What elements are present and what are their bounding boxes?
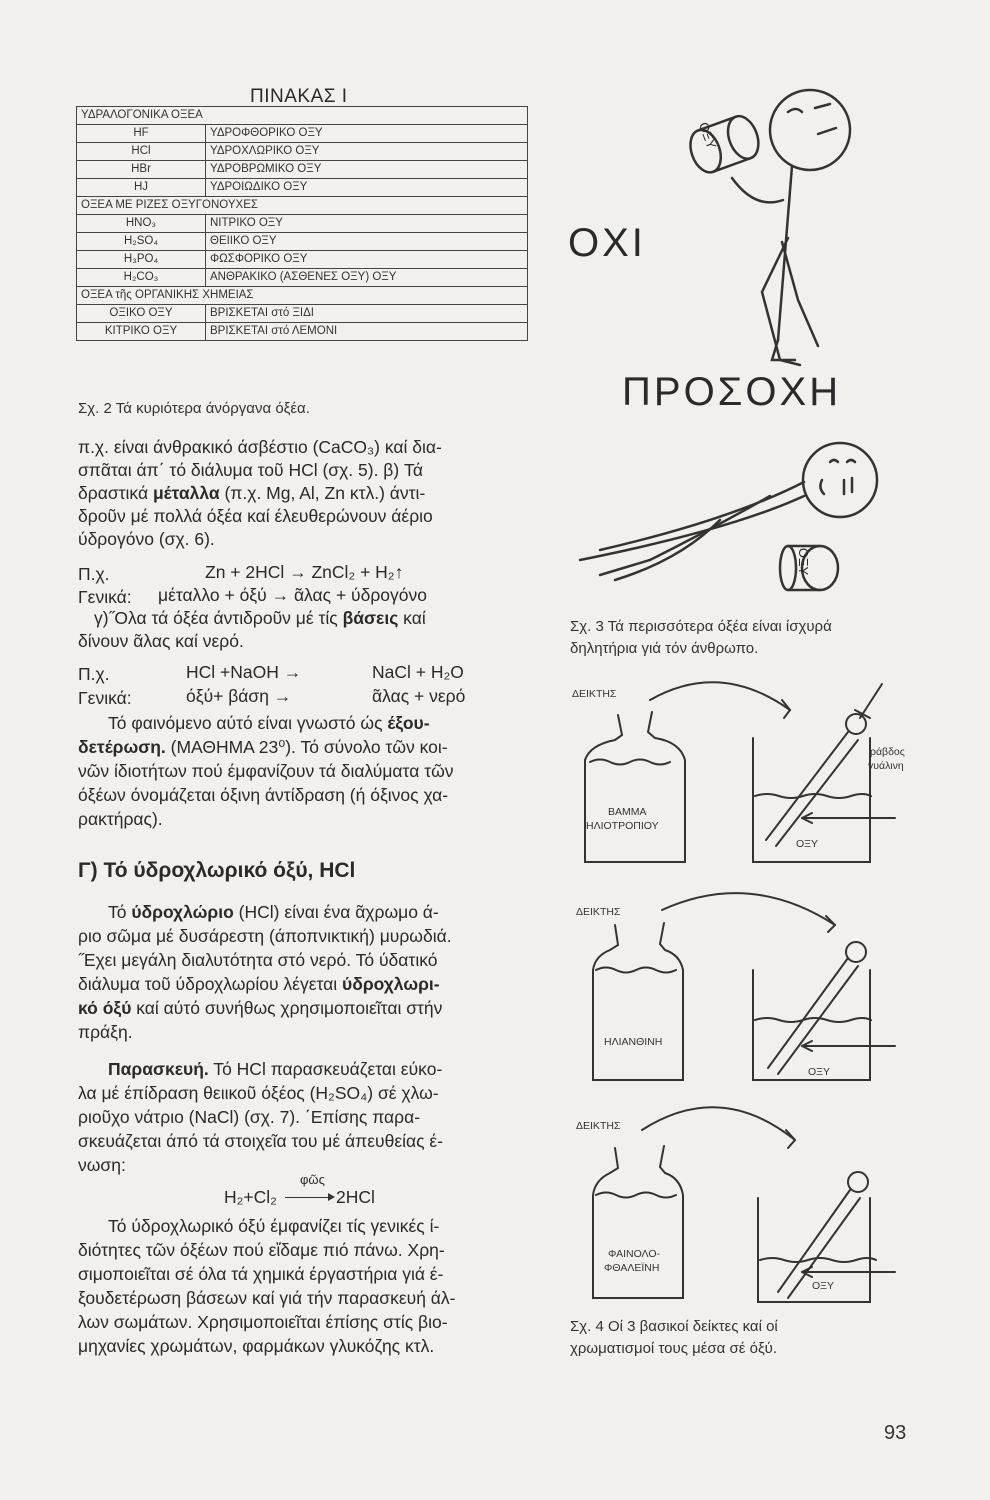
glass-rod-label-line2: γυάλινη [868,760,904,772]
table-cell: HBr [77,161,206,179]
acids-table [76,106,528,341]
text-line: όξέων όνομάζεται όξινη άντίδραση (ή όξινος χα- [78,785,449,805]
figure-4-caption-line1: Σχ. 4 Οί 3 βασικοί δείκτες καί οί [570,1318,778,1335]
table-row [77,323,528,341]
table-section-header: ΥΔΡΑΛΟΓΟΝΙΚΑ ΟΞΕΑ [77,107,528,125]
table-cell: ΦΩΣΦΟΡΙΚΟ ΟΞΥ [206,251,528,269]
table-row [77,215,528,233]
indicator-label: ΔΕΙΚΤΗΣ [572,688,617,700]
table-row [77,179,528,197]
bold-term: ύδροχλώριο [131,902,234,922]
table-cell: HNO₃ [77,215,206,233]
text-line [78,737,448,758]
text-line: πράξη. [78,1022,133,1042]
equation-words: μέταλλο + όξύ → ᾶλας + ύδρογόνο [158,585,428,605]
text-line [94,608,426,629]
table-row [77,161,528,179]
head-icon [770,90,850,170]
table-row [77,251,528,269]
bottle-1-label-line1: ΒΑΜΜΑ [608,806,647,818]
text-line: ρακτήρας). [78,809,163,829]
equation: NaCl + H₂O [372,662,464,682]
text-line: νῶν ίδιοτήτων πού έμφανίζουν τά διαλύματα τῶν [78,761,454,781]
table-cell: H₃PO₄ [77,251,206,269]
text-line: διότητες τῶν όξέων πού εἴδαμε πιό πάνω. Χρη- [78,1240,445,1260]
text-line [108,1059,442,1080]
page-number: 93 [884,1422,907,1444]
table-cell: ΥΔΡΟΙΩΔΙΚΟ ΟΞΥ [206,179,528,197]
table-cell: HF [77,125,206,143]
table-section-header: ΟΞΕΑ ΜΕ ΡΙΖΕΣ ΟΞΥΓΟΝΟΥΧΕΣ [77,197,528,215]
equation-label: Π.χ. [78,564,110,584]
acid-label: ΟΞΥ [796,838,818,850]
text-line: δίνουν ᾶλας καί νερό. [78,631,244,651]
bottle-icon [593,1146,683,1298]
word-no: ΟΧΙ [568,221,646,265]
equation-label: Γενικά: [78,587,132,607]
bold-term: βάσεις [342,608,399,628]
text-line: ριο σῶμα μέ δυσάρεστη (άποπνικτική) μυρωδιά. [78,926,452,946]
table-cell: ΥΔΡΟΦΘΟΡΙΚΟ ΟΞΥ [206,125,528,143]
bottle-2-label: ΗΛΙΑΝΘΙΝΗ [604,1036,663,1048]
glass-rod-icon [766,732,848,840]
figure-2-caption: Σχ. 2 Τά κυριότερα άνόργανα όξέα. [78,400,310,417]
equation: H₂+Cl₂ [224,1187,277,1207]
table-cell: ΝΙΤΡΙΚΟ ΟΞΥ [206,215,528,233]
text-line: σιμοποιεῖται σέ όλα τά χημικά έργαστήρια γιά έ- [78,1264,444,1284]
transfer-arrow [650,682,790,710]
table-cell: ΚΙΤΡΙΚΟ ΟΞΥ [77,323,206,341]
text-line: λων σωμάτων. Χρησιμοποιεῖται έπίσης στίς βιο- [78,1312,448,1332]
text-line [78,998,442,1019]
table-cell: ΒΡΙΣΚΕΤΑΙ στό ΛΕΜΟΝΙ [206,323,528,341]
figure-3-caption-line1: Σχ. 3 Τά περισσότερα όξέα είναι ίσχυρά [570,618,832,635]
text-span: δραστικά [78,483,153,503]
equation: HCl +NaOH → [186,662,302,682]
figure-3-illustration [560,60,890,620]
table-row [77,269,528,287]
text-line [108,713,430,734]
bottle-icon [593,923,683,1080]
table-cell: ΟΞΙΚΟ ΟΞΥ [77,305,206,323]
table-cell: ΒΡΙΣΚΕΤΑΙ στό ΞΙΔΙ [206,305,528,323]
table-cell: ΑΝΘΡΑΚΙΚΟ (ΑΣΘΕΝΕΣ ΟΞΥ) ΟΞΥ [206,269,528,287]
table-title: ΠΙΝΑΚΑΣ Ι [250,86,348,107]
bold-term: κό όξύ [78,998,132,1018]
text-line: σκευάζεται άπό τά στοιχεῖα του μέ άπευθείας έ- [78,1131,444,1151]
text-line: ριοῦχο νάτριο (NaCl) (σχ. 7). ΄Επίσης παρα- [78,1107,421,1127]
acid-label: ΟΞΥ [808,1066,830,1078]
table-row [77,125,528,143]
text-line: σπᾶται άπ΄ τό διάλυμα τοῦ HCl (σχ. 5). β) Τά [78,460,423,480]
bottle-icon [585,712,685,862]
bottle-3-label-line1: ΦΑΙΝΟΛΟ- [608,1248,661,1260]
bold-term: δετέρωση. [78,737,166,757]
arrow-head [328,1193,335,1201]
equation-label: Γενικά: [78,688,132,708]
equation: 2HCl [336,1187,375,1207]
bold-term: Παρασκευή. [108,1059,209,1079]
text-line [78,483,425,504]
bold-term: έξου- [387,713,430,733]
figure-3-caption-line2: δηλητήρια γιά τόν άνθρωπο. [570,640,759,657]
text-span: (HCl) είναι ένα ᾶχρωμο ά- [233,902,439,922]
table-cell: H₂SO₄ [77,233,206,251]
text-line: μηχανίες χρωμάτων, φαρμάκων γλυκόζης κτλ. [78,1336,435,1356]
text-line: ύδρογόνο (σχ. 6). [78,529,215,549]
table-row [77,305,528,323]
text-line: ˝Εχει μεγάλη διαλυτότητα στό νερό. Τό ύδατικό [78,950,438,970]
text-span: καί [398,608,426,628]
text-span: (ΜΑΘΗΜΑ 23⁰). Τό σύνολο τῶν κοι- [165,737,448,757]
indicator-label: ΔΕΙΚΤΗΣ [576,1120,621,1132]
table-cell: ΘΕΙΙΚΟ ΟΞΥ [206,233,528,251]
text-span: Τό φαινόμενο αύτό είναι γνωστό ώς [108,713,388,733]
text-line: ξουδετέρωση βάσεων καί γιά τήν παρασκευή άλ- [78,1288,456,1308]
bottle-1-label-line2: ΗΛΙΟΤΡΟΠΙΟΥ [586,820,659,832]
glass-rod-label-line1: ράβδος [870,746,905,758]
text-span: γ)˝Ολα τά όξέα άντιδροῦν μέ τίς [94,608,343,628]
text-line: λα μέ έπίδραση θειικοῦ όξέος (H₂SO₄) σέ χλω- [78,1083,439,1103]
table-cell: ΥΔΡΟΒΡΩΜΙΚΟ ΟΞΥ [206,161,528,179]
text-line [78,974,440,995]
text-span: Τό HCl παρασκευάζεται εύκο- [208,1059,443,1079]
text-span: καί αύτό συνήθως χρησιμοποιεῖται στήν [131,998,443,1018]
figure-4-caption-line2: χρωματισμοί τους μέσα σέ όξύ. [570,1340,778,1357]
table-cell: HCl [77,143,206,161]
text-line: δροῦν μέ πολλά όξέα καί έλευθερώνουν άέριο [78,506,433,526]
glass-rod-icon [778,1190,850,1292]
word-caution: ΠΡΟΣΟΧΗ [622,370,842,414]
transfer-arrow [662,893,835,925]
equation-words: όξύ+ βάση → [186,686,292,706]
table-row [77,143,528,161]
text-line: π.χ. είναι άνθρακικό άσβέστιο (CaCO₃) καί δια- [78,437,442,457]
head-icon [803,443,877,517]
text-span: (π.χ. Mg, Al, Zn κτλ.) άντι- [219,483,426,503]
cup-label-bottom: ΟΞΥ [796,547,812,576]
reaction-arrow [285,1197,333,1198]
bold-term: μέταλλα [152,483,220,503]
text-span: διάλυμα τοῦ ύδροχλωρίου λέγεται [78,974,343,994]
glass-rod-icon [768,958,848,1068]
text-line: Τό ύδροχλωρικό όξύ έμφανίζει τίς γενικές ί- [108,1216,440,1236]
cup-label-top: ΟΞΥ [695,120,720,151]
equation-condition: φῶς [300,1172,325,1187]
equation-words: ᾶλας + νερό [372,686,466,706]
bottle-3-label-line2: ΦΘΑΛΕΪΝΗ [604,1262,660,1274]
bold-term: ύδροχλωρι- [342,974,440,994]
table-cell: H₂CO₃ [77,269,206,287]
equation-label: Π.χ. [78,664,110,684]
text-span: Τό [108,902,132,922]
indicator-label: ΔΕΙΚΤΗΣ [576,906,621,918]
text-line [108,902,439,923]
table-section-header: ΟΞΕΑ τῆς ΟΡΓΑΝΙΚΗΣ ΧΗΜΕΙΑΣ [77,287,528,305]
table-cell: HJ [77,179,206,197]
acid-label: ΟΞΥ [812,1280,834,1292]
table-cell: ΥΔΡΟΧΛΩΡΙΚΟ ΟΞΥ [206,143,528,161]
equation: Zn + 2HCl → ZnCl₂ + H₂↑ [205,562,404,582]
section-heading: Γ) Τό ύδροχλωρικό όξύ, HCl [78,859,356,882]
transfer-arrow [642,1107,795,1140]
table-row [77,233,528,251]
text-line: νωση: [78,1155,126,1175]
